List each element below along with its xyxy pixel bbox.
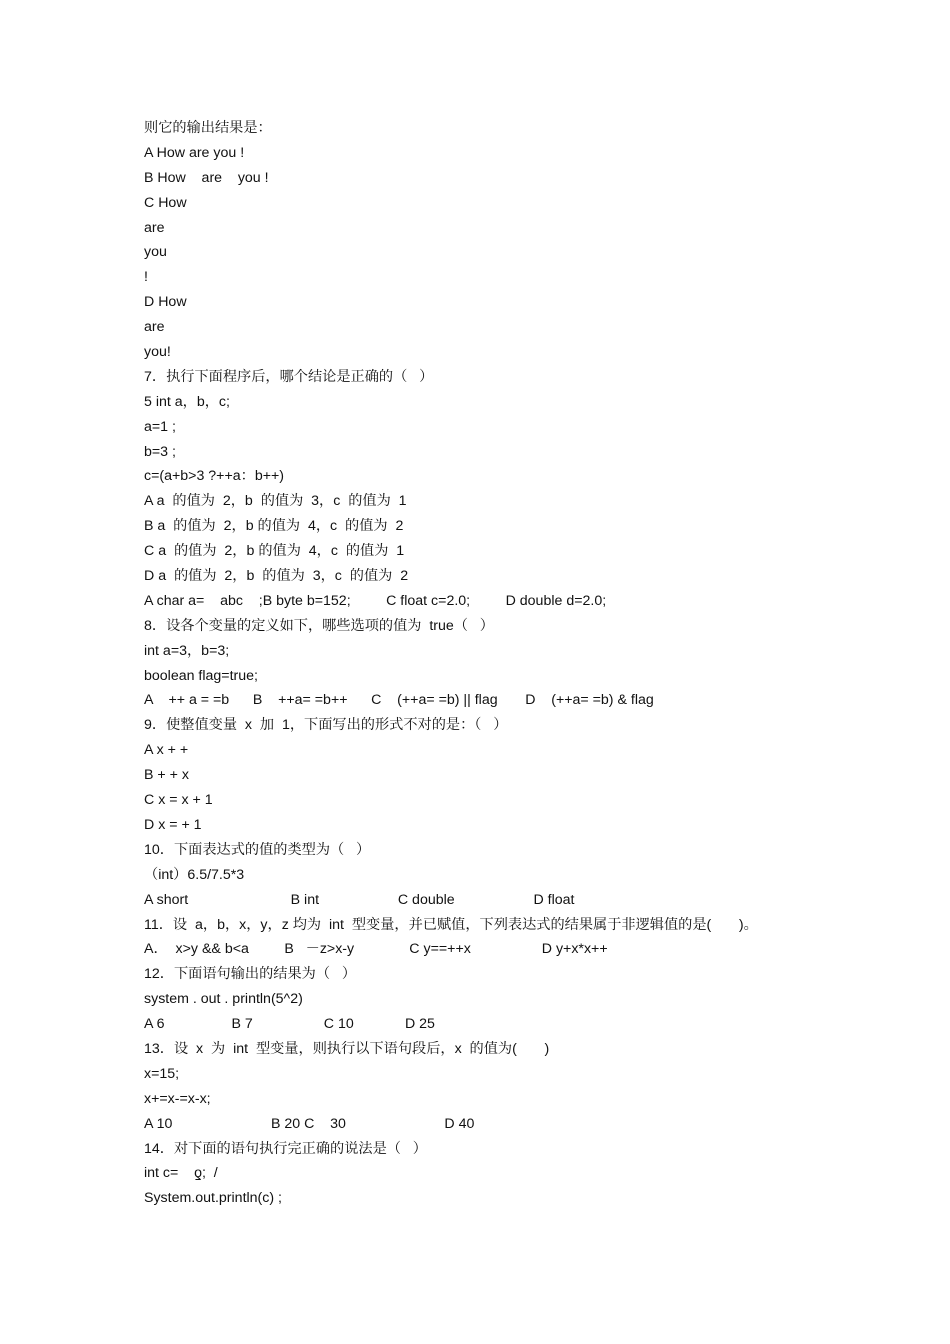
text-line: you	[144, 244, 167, 261]
question-14-title: 14．对下面的语句执行完正确的说法是（ ）	[144, 1140, 427, 1157]
option-line: B + + x	[144, 767, 189, 784]
text-line: !	[144, 269, 148, 286]
question-13-title: 13．设 x 为 int 型变量，则执行以下语句段后，x 的值为( )	[144, 1040, 550, 1057]
document-body	[144, 116, 904, 1211]
question-8-title: 8．设各个变量的定义如下，哪些选项的值为 true（ ）	[144, 617, 494, 634]
option-line: D How	[144, 294, 187, 311]
code-line: system . out . println(5^2)	[144, 991, 303, 1008]
option-line: C How	[144, 194, 187, 211]
question-11-title: 11．设 a，b，x，y，z 均为 int 型变量，并已赋值，下列表达式的结果属于非逻辑值的是( )。	[144, 916, 758, 933]
question-12-title: 12．下面语句输出的结果为（ ）	[144, 966, 357, 983]
text-line: 则它的输出结果是：	[144, 120, 272, 136]
code-line: 5 int a，b，c;	[144, 393, 230, 410]
option-line: B a 的值为 2，b 的值为 4，c 的值为 2	[144, 518, 404, 535]
option-line: D a 的值为 2，b 的值为 3，c 的值为 2	[144, 568, 409, 585]
option-line: A short B int C double D float	[144, 891, 575, 908]
option-line: A How are you !	[144, 144, 245, 161]
text-line: are	[144, 219, 165, 236]
option-line: A char a= abc ;B byte b=152; C float c=2.0; D double d=2.0;	[144, 592, 607, 609]
code-line: c=(a+b>3 ?++a：b++)	[144, 468, 285, 485]
question-9-title: 9．使整值变量 x 加 1，下面写出的形式不对的是：（ ）	[144, 717, 508, 734]
code-line: System.out.println(c) ;	[144, 1190, 282, 1207]
code-line: b=3 ;	[144, 443, 176, 460]
option-line: A． x>y && b<a B －z>x-y C y==++x D y+x*x++	[144, 941, 608, 958]
option-line: A ++ a = =b B ++a= =b++ C (++a= =b) || flag D (++a= =b) & flag	[144, 692, 654, 709]
text-line: are	[144, 319, 165, 336]
question-7-title: 7．执行下面程序后，哪个结论是正确的（ ）	[144, 368, 434, 385]
text-line: you!	[144, 344, 171, 361]
code-line: x=15;	[144, 1065, 180, 1082]
code-line: （int）6.5/7.5*3	[144, 866, 245, 883]
code-line: x+=x-=x-x;	[144, 1090, 211, 1107]
option-line: A a 的值为 2，b 的值为 3，c 的值为 1	[144, 493, 407, 510]
option-line: C a 的值为 2，b 的值为 4，c 的值为 1	[144, 543, 405, 560]
code-line: int c= ƍ; /	[144, 1165, 218, 1182]
option-line: C x = x + 1	[144, 792, 213, 809]
option-line: A x + +	[144, 742, 189, 759]
option-line: B How are you !	[144, 169, 269, 186]
code-line: int a=3，b=3;	[144, 642, 230, 659]
code-line: boolean flag=true;	[144, 667, 258, 684]
option-line: A 10 B 20 C 30 D 40	[144, 1115, 475, 1132]
code-line: a=1 ;	[144, 418, 176, 435]
question-10-title: 10．下面表达式的值的类型为（ ）	[144, 841, 371, 858]
option-line: D x = + 1	[144, 816, 202, 833]
option-line: A 6 B 7 C 10 D 25	[144, 1016, 435, 1033]
